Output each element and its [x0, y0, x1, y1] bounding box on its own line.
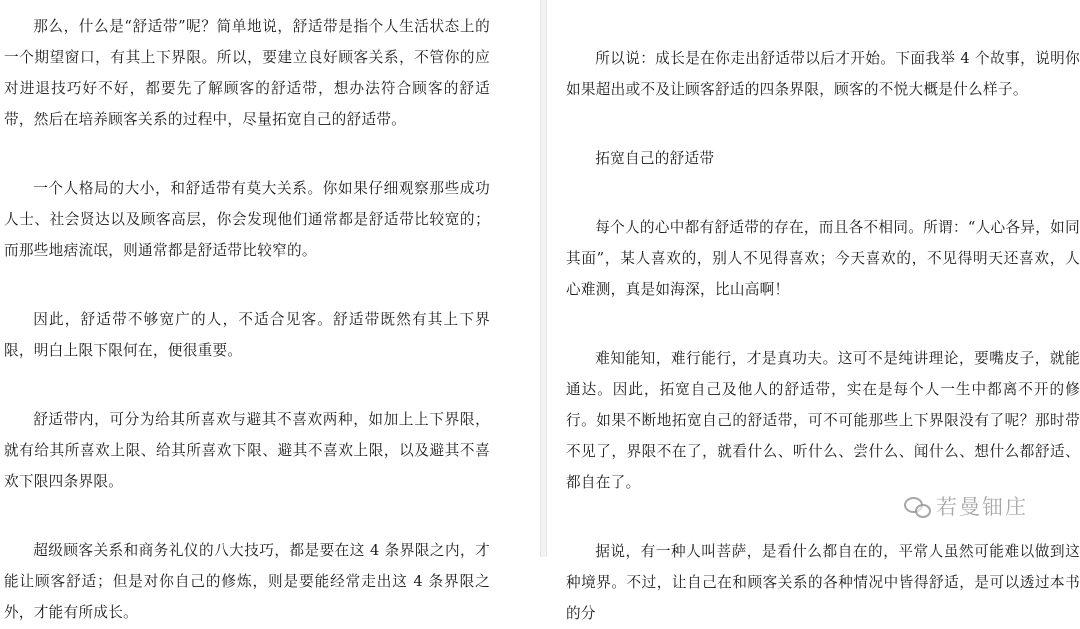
paragraph: 每个人的心中都有舒适带的存在，而且各不相同。所谓：“人心各异，如同其面”，某人喜欢的，别人不见得喜欢；今天喜欢的，不见得明天还喜欢，人心难测，真是如海深，比山高啊！ [566, 219, 1080, 298]
paragraph: 那么，什么是“舒适带”呢？简单地说，舒适带是指个人生活状态上的一个期望窗口，有其上下界限。所以，要建立良好顾客关系，不管你的应对进退技巧好不好，都要先了解顾客的舒适带，想办法符合顾客的舒适带，然后在培养顾客关系的过程中，尽量拓宽自己的舒适带。 [4, 18, 490, 128]
paragraph: 据说，有一种人叫菩萨，是看什么都自在的，平常人虽然可能难以做到这种境界。不过，让自己在和顾客关系的各种情况中皆得舒适，是可以透过本书的分 [566, 543, 1080, 622]
paragraph: 舒适带内，可分为给其所喜欢与避其不喜欢两种，如加上上下界限，就有给其所喜欢上限、给其所喜欢下限、避其不喜欢上限，以及避其不喜欢下限四条界限。 [4, 411, 490, 490]
paragraph: 所以说：成长是在你走出舒适带以后才开始。下面我举 4 个故事，说明你如果超出或不及让顾客舒适的四条界限，顾客的不悦大概是什么样子。 [566, 50, 1080, 98]
right-page [547, 0, 1080, 622]
section-heading: 拓宽自己的舒适带 [595, 150, 715, 167]
left-page [0, 0, 540, 621]
page-gutter [540, 0, 547, 557]
paragraph: 因此，舒适带不够宽广的人，不适合见客。舒适带既然有其上下界限，明白上限下限何在，便很重要。 [4, 311, 490, 359]
paragraph: 一个人格局的大小，和舒适带有莫大关系。你如果仔细观察那些成功人士、社会贤达以及顾客高层，你会发现他们通常都是舒适带比较宽的；而那些地痞流氓，则通常都是舒适带比较窄的。 [4, 180, 490, 259]
paragraph: 难知能知，难行能行，才是真功夫。这可不是纯讲理论，要嘴皮子，就能通达。因此，拓宽自己及他人的舒适带，实在是每个人一生中都离不开的修行。如果不断地拓宽自己的舒适带，可不可能那些上下界限没有了呢？那时带不见了，界限不在了，就看什么、听什么、尝什么、闻什么、想什么都舒适、都自在了。 [566, 350, 1080, 491]
paragraph: 超级顾客关系和商务礼仪的八大技巧，都是要在这 4 条界限之内，才能让顾客舒适；但是对你自己的修炼，则是要能经常走出这 4 条界限之外，才能有所成长。 [4, 542, 490, 621]
watermark-text: 若曼钿庄 [936, 495, 1028, 519]
